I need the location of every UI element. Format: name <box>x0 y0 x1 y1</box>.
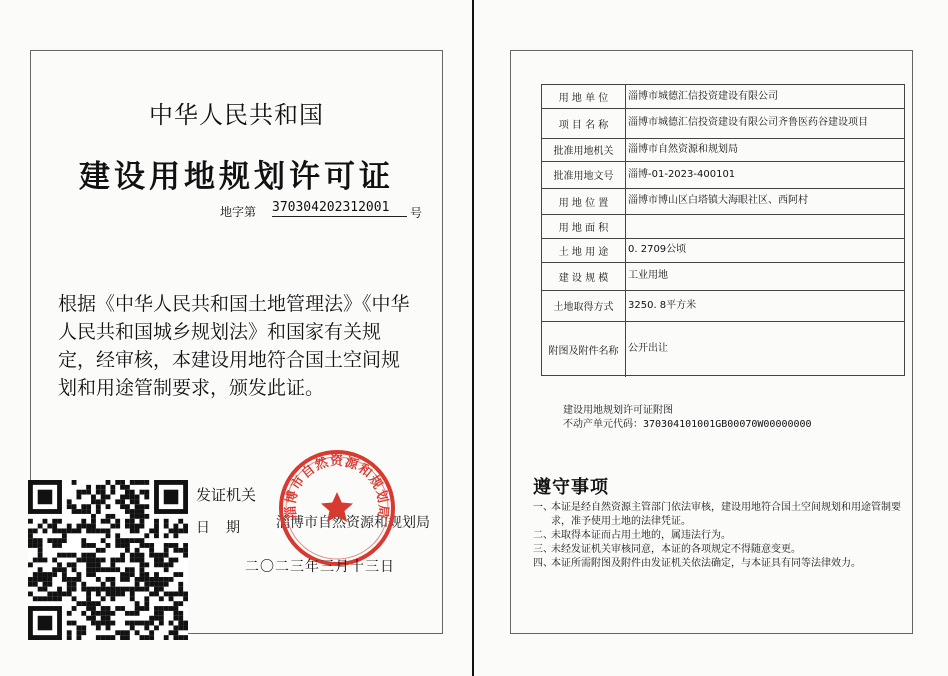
info-row <box>542 262 904 290</box>
notice-item <box>533 557 903 571</box>
seal-text: 淄博市自然资源和规划局 <box>283 454 391 520</box>
issuer-label: 发证机关 <box>196 486 257 504</box>
info-label: 用 地 面 积 <box>542 214 626 238</box>
notice-item <box>533 501 903 529</box>
info-value <box>626 214 904 238</box>
notice-item <box>533 529 903 543</box>
info-label: 建 设 规 模 <box>542 262 626 290</box>
info-value: 淄博-01-2023-400101 <box>628 168 736 180</box>
notice-number: 二、 <box>533 530 553 541</box>
notice-list <box>533 501 903 571</box>
issuer-name: 淄博市自然资源和规划局 <box>276 515 430 531</box>
official-seal <box>277 448 397 568</box>
row-divider <box>542 262 904 263</box>
info-label: 土 地 用 途 <box>542 238 626 262</box>
info-value: 淄博市自然资源和规划局 <box>628 143 738 155</box>
info-value: 公开出让 <box>628 343 668 354</box>
info-value: 淄博市博山区白塔镇大海眼社区、西阿村 <box>628 195 808 206</box>
notice-text: 本证是经自然资源主管部门依法审核，建设用地符合国土空间规划和用途管制要求，准予使用土地的法律凭证。 <box>551 502 901 527</box>
row-divider <box>542 188 904 189</box>
country-name: 中华人民共和国 <box>149 101 324 129</box>
attachment-note <box>563 404 893 432</box>
info-value: 0. 2709公顷 <box>628 244 687 255</box>
row-divider <box>542 138 904 139</box>
certificate-number: 370304202312001 <box>272 200 407 217</box>
seal-star-icon <box>321 492 353 522</box>
info-table <box>541 84 905 376</box>
info-row <box>542 138 904 161</box>
row-divider <box>542 238 904 239</box>
info-value: 淄博市城德汇信投资建设有限公司 <box>628 90 778 102</box>
info-label: 用 地 位 置 <box>542 188 626 214</box>
attachment-code-label: 不动产单元代码： <box>563 419 643 430</box>
info-row <box>542 290 904 321</box>
qr-code <box>28 480 188 640</box>
number-suffix: 号 <box>410 206 423 220</box>
issue-date: 二〇二三年三月十三日 <box>245 559 395 575</box>
info-row <box>542 214 904 238</box>
notice-title: 遵守事项 <box>533 477 609 498</box>
info-row <box>542 238 904 262</box>
info-label: 土地取得方式 <box>542 290 626 321</box>
row-divider <box>542 214 904 215</box>
row-divider <box>542 321 904 322</box>
notice-number: 一、 <box>533 502 553 513</box>
info-row <box>542 188 904 214</box>
notice-text: 本证所需附图及附件由发证机关依法确定，与本证具有同等法律效力。 <box>551 558 861 569</box>
notice-text: 未取得本证而占用土地的，属违法行为。 <box>551 530 731 541</box>
info-label: 批准用地机关 <box>542 138 626 161</box>
attachment-title: 建设用地规划许可证附图 <box>563 405 673 416</box>
info-row <box>542 321 904 377</box>
info-label: 用 地 单 位 <box>542 85 626 108</box>
certificate-title: 建设用地规划许可证 <box>79 159 394 195</box>
notice-text: 未经发证机关审核同意，本证的各项规定不得随意变更。 <box>551 544 801 555</box>
row-divider <box>542 290 904 291</box>
date-label: 日期 <box>196 520 256 536</box>
attachment-code-line <box>563 418 893 432</box>
notice-number: 三、 <box>533 544 553 555</box>
certificate-body-text: 根据《中华人民共和国土地管理法》《中华人民共和国城乡规划法》和国家有关规定，经审核，本建设用地符合国土空间规划和用途管制要求，颁发此证。 <box>58 293 410 399</box>
notice-item <box>533 543 903 557</box>
attachment-code: 370304101001GB00070W00000000 <box>643 419 812 430</box>
row-divider <box>542 161 904 162</box>
info-label: 批准用地文号 <box>542 161 626 188</box>
info-value: 淄博市城德汇信投资建设有限公司齐鲁医药谷建设项目 <box>628 117 868 128</box>
notice-number: 四、 <box>533 558 553 569</box>
info-row <box>542 108 904 138</box>
page-spine <box>472 0 474 676</box>
info-label: 附图及附件名称 <box>542 321 626 377</box>
number-prefix: 地字第 <box>220 205 257 219</box>
info-label: 项 目 名 称 <box>542 108 626 138</box>
certificate-number-row <box>220 200 430 220</box>
info-value: 3250. 8平方米 <box>628 299 697 311</box>
row-divider <box>542 108 904 109</box>
info-row <box>542 161 904 188</box>
info-value: 工业用地 <box>628 270 668 281</box>
info-row <box>542 85 904 108</box>
